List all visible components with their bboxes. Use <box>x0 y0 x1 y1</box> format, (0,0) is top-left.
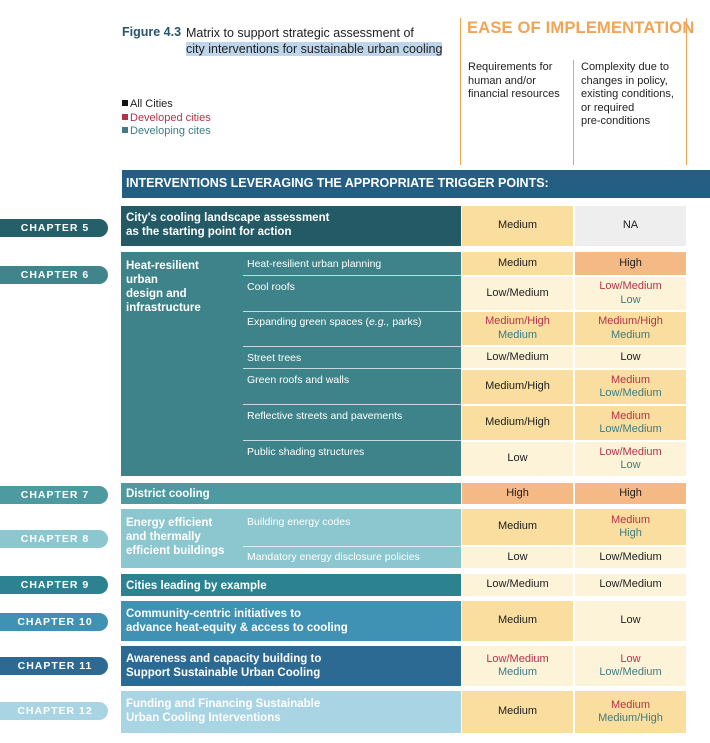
chapter-9-tab[interactable]: CHAPTER 9 <box>0 576 108 594</box>
complexity-column-heading: Complexity due to changes in policy, existing conditions, or required pre-conditions <box>581 61 674 127</box>
category-heat-resilient-design: Heat-resilient urban design and infrastructure Heat-resilient urban planning Cool roofs Expanding green spaces (e.g., parks) Street trees Green roofs and walls Reflective streets and pavements Public shading structures <box>121 252 461 476</box>
sub-green-spaces: Expanding green spaces (e.g., parks) <box>247 316 422 328</box>
divider <box>243 440 461 441</box>
chapter-5-tab[interactable]: CHAPTER 5 <box>0 219 108 237</box>
rating-resources: Medium/High <box>462 406 573 440</box>
category-cities-leading: Cities leading by example <box>121 574 461 596</box>
legend-swatch-icon <box>122 114 128 120</box>
rating-resources: Low/Medium <box>462 347 573 368</box>
sub-cool-roofs: Cool roofs <box>247 281 295 293</box>
divider <box>243 404 461 405</box>
sub-street-trees: Street trees <box>247 352 302 364</box>
sub-building-energy-codes: Building energy codes <box>247 516 351 528</box>
legend-item-all: All Cities <box>122 98 211 112</box>
sub-public-shading: Public shading structures <box>247 446 365 458</box>
divider <box>243 368 461 369</box>
sub-energy-disclosure: Mandatory energy disclosure policies <box>247 551 420 563</box>
rating-complexity: Low <box>575 347 686 368</box>
figure-number: Figure 4.3 <box>122 25 182 39</box>
figure-title-line-2: city interventions for sustainable urban cooling <box>186 42 443 56</box>
rating-resources: High <box>462 483 573 504</box>
rating-resources: Medium <box>462 206 573 246</box>
rating-resources: Low/Medium <box>462 277 573 310</box>
legend-item-developing: Developing cites <box>122 125 211 139</box>
category-funding-financing: Funding and Financing Sustainable Urban Cooling Interventions <box>121 691 461 733</box>
category-landscape-assessment: City's cooling landscape assessment as the starting point for action <box>121 206 461 246</box>
chapter-7-tab[interactable]: CHAPTER 7 <box>0 486 108 504</box>
sub-heat-resilient-planning: Heat-resilient urban planning <box>247 258 382 270</box>
sub-reflective-streets: Reflective streets and pavements <box>247 410 403 422</box>
rating-complexity: Medium Low/Medium <box>575 370 686 404</box>
category-awareness-capacity: Awareness and capacity building to Support Sustainable Urban Cooling <box>121 646 461 686</box>
chapter-11-tab[interactable]: CHAPTER 11 <box>0 657 108 675</box>
rating-complexity: High <box>575 483 686 504</box>
chapter-12-tab[interactable]: CHAPTER 12 <box>0 702 108 720</box>
rating-resources: Medium/High Medium <box>462 312 573 345</box>
category-district-cooling: District cooling <box>121 483 461 504</box>
rating-complexity: NA <box>575 206 686 246</box>
rating-complexity: Medium/High Medium <box>575 312 686 345</box>
rating-resources: Low <box>462 442 573 476</box>
ease-of-implementation-heading: EASE OF IMPLEMENTATION <box>467 19 695 37</box>
rating-resources: Medium/High <box>462 370 573 404</box>
chapter-10-tab[interactable]: CHAPTER 10 <box>0 613 108 631</box>
rating-complexity: Low Low/Medium <box>575 646 686 686</box>
ease-middle-rule <box>573 60 574 165</box>
rating-resources: Medium <box>462 601 573 641</box>
sub-green-roofs-walls: Green roofs and walls <box>247 374 350 386</box>
category-energy-efficient-buildings: Energy efficient and thermally efficient buildings Building energy codes Mandatory energy disclosure policies <box>121 509 461 568</box>
rating-complexity: Medium Low/Medium <box>575 406 686 440</box>
rating-complexity: Medium Medium/High <box>575 691 686 733</box>
rating-complexity: Low/Medium <box>575 547 686 568</box>
resources-column-heading: Requirements for human and/or financial resources <box>468 61 560 100</box>
rating-complexity: Low/Medium Low <box>575 442 686 476</box>
ease-left-rule <box>460 18 461 165</box>
legend <box>122 98 211 139</box>
rating-resources: Low <box>462 547 573 568</box>
divider <box>243 546 461 547</box>
rating-complexity: High <box>575 252 686 275</box>
rating-resources: Low/Medium Medium <box>462 646 573 686</box>
chapter-8-tab[interactable]: CHAPTER 8 <box>0 530 108 548</box>
divider <box>243 311 461 312</box>
interventions-banner: INTERVENTIONS LEVERAGING THE APPROPRIATE TRIGGER POINTS: <box>122 170 710 198</box>
category-community-centric: Community-centric initiatives to advance heat-equity & access to cooling <box>121 601 461 641</box>
chapter-6-tab[interactable]: CHAPTER 6 <box>0 266 108 284</box>
divider <box>243 275 461 276</box>
legend-swatch-icon <box>122 100 128 106</box>
legend-item-developed: Developed cities <box>122 112 211 126</box>
divider <box>243 346 461 347</box>
rating-resources: Low/Medium <box>462 574 573 596</box>
legend-swatch-icon <box>122 127 128 133</box>
ease-right-rule <box>686 18 687 165</box>
rating-resources: Medium <box>462 691 573 733</box>
figure-title-line-1: Matrix to support strategic assessment of <box>186 26 414 40</box>
rating-resources: Medium <box>462 252 573 275</box>
rating-complexity: Medium High <box>575 509 686 545</box>
rating-complexity: Low/Medium <box>575 574 686 596</box>
figure-title <box>186 25 456 57</box>
rating-resources: Medium <box>462 509 573 545</box>
rating-complexity: Low/Medium Low <box>575 277 686 310</box>
rating-complexity: Low <box>575 601 686 641</box>
